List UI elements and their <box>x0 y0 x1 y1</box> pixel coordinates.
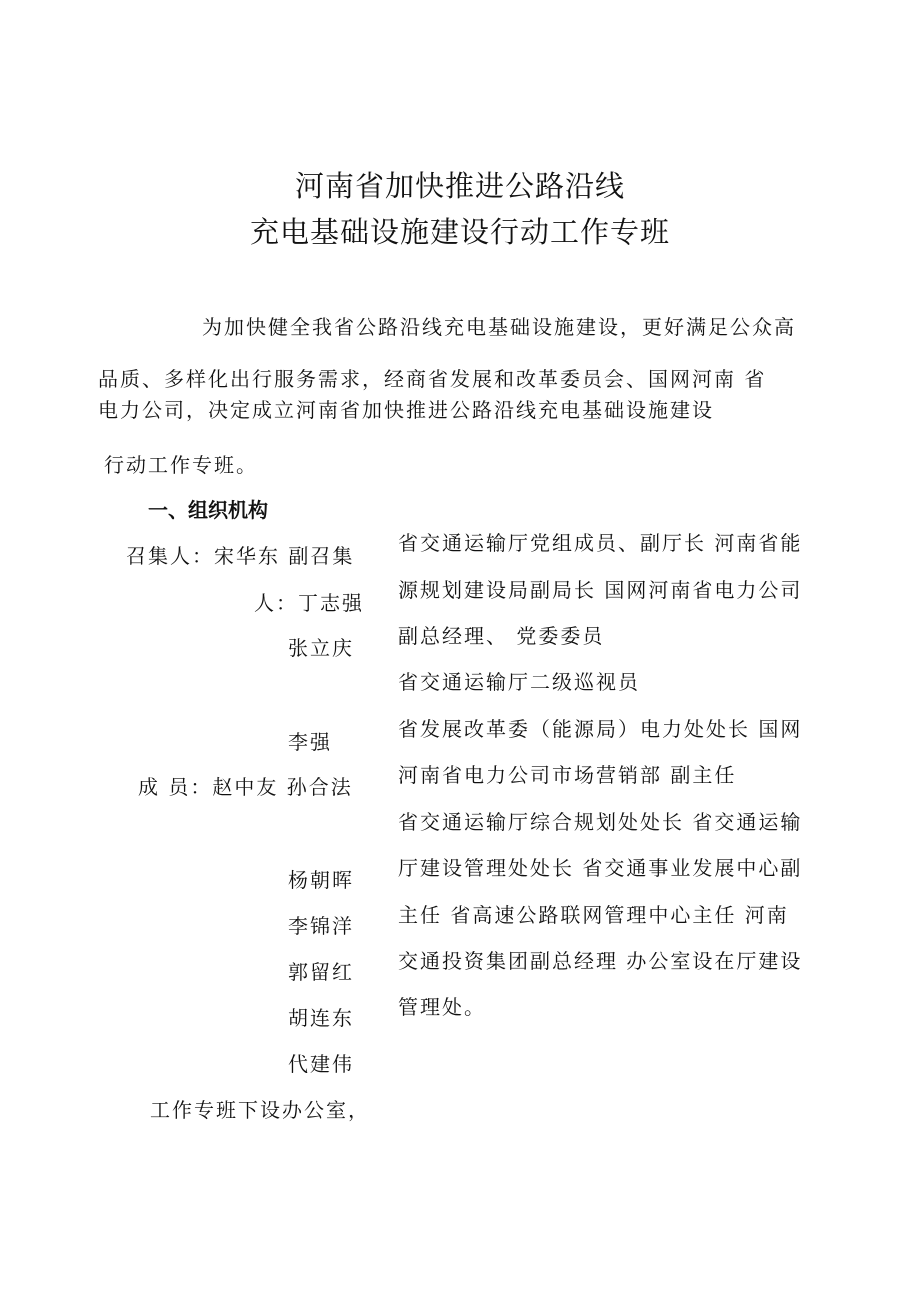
position-line-4: 省交通运输厅二级巡视员 <box>398 670 640 694</box>
document-title-line2: 充电基础设施建设行动工作专班 <box>249 215 670 249</box>
intro-line-4: 行动工作专班。 <box>104 453 258 477</box>
section-heading-organization: 一、组织机构 <box>148 498 268 522</box>
name-dai-jianwei: 代建伟 <box>288 1052 354 1076</box>
name-zhang-liqing: 张立庆 <box>288 636 354 660</box>
position-line-1: 省交通运输厅党组成员、副厅长 河南省能 <box>398 531 803 555</box>
name-guo-liuhong: 郭留红 <box>288 960 354 984</box>
position-line-7: 省交通运输厅综合规划处处长 省交通运输 <box>398 810 803 834</box>
position-line-8: 厅建设管理处处长 省交通事业发展中心副 <box>398 856 803 880</box>
intro-line-2: 品质、多样化出行服务需求，经商省发展和改革委员会、国网河南 省 <box>98 367 767 391</box>
position-line-9: 主任 省高速公路联网管理中心主任 河南 <box>398 903 789 927</box>
members-line: 成 员：赵中友 孙合法 <box>138 775 353 799</box>
vice-convener-line: 人：丁志强 <box>254 591 364 615</box>
name-hu-liandong: 胡连东 <box>288 1006 354 1030</box>
position-line-11: 管理处。 <box>398 995 486 1019</box>
convener-line: 召集人：宋华东 副召集 <box>126 544 355 568</box>
intro-line-3: 电力公司，决定成立河南省加快推进公路沿线充电基础设施建设 <box>98 398 714 422</box>
position-line-3: 副总经理、 党委委员 <box>398 624 605 648</box>
name-li-qiang: 李强 <box>288 730 332 754</box>
position-line-6: 河南省电力公司市场营销部 副主任 <box>398 763 737 787</box>
office-note-line: 工作专班下设办公室， <box>150 1098 370 1122</box>
name-yang-zhaohui: 杨朝晖 <box>288 868 354 892</box>
position-line-10: 交通投资集团副总经理 办公室设在厅建设 <box>398 949 803 973</box>
document-title-line1: 河南省加快推进公路沿线 <box>294 169 625 203</box>
position-line-5: 省发展改革委（能源局）电力处处长 国网 <box>398 717 803 741</box>
intro-line-1: 为加快健全我省公路沿线充电基础设施建设，更好满足公众高 <box>202 315 796 339</box>
position-line-2: 源规划建设局副局长 国网河南省电力公司 <box>398 578 803 602</box>
name-li-jinyang: 李锦洋 <box>288 914 354 938</box>
